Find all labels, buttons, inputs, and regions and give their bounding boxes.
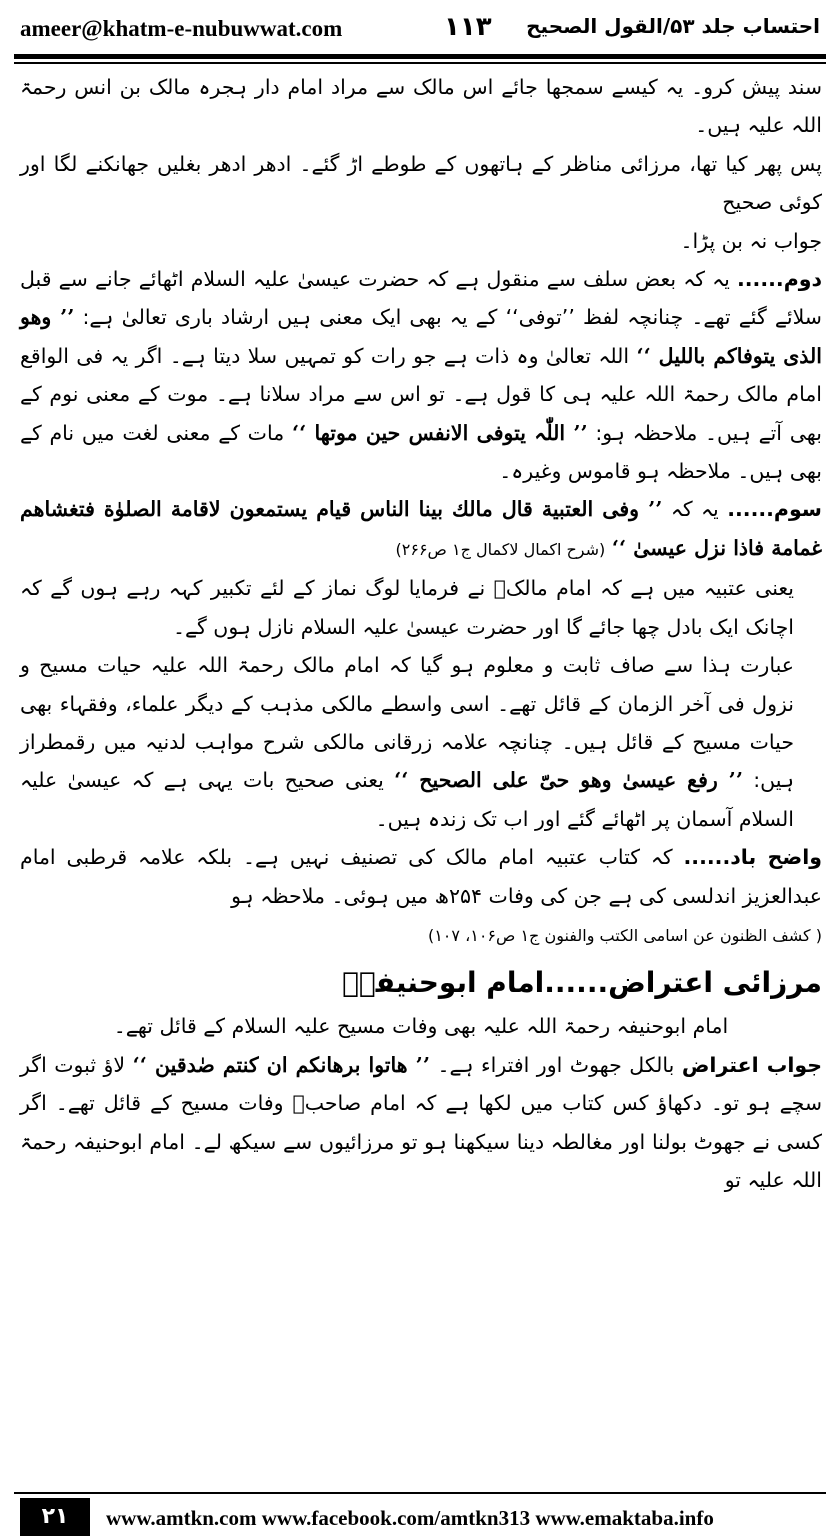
reference-line bbox=[20, 915, 822, 955]
header-rule-thin bbox=[14, 62, 826, 64]
page-body bbox=[20, 68, 822, 1199]
header-rule bbox=[14, 54, 826, 59]
label-third: سوم...... bbox=[727, 497, 822, 522]
reference: (شرح اکمال لاکمال ج۱ ص۲۶۶) bbox=[395, 539, 606, 559]
text-paragraph: عبارت ہذا سے صاف ثابت و معلوم ہو گیا کہ امام مالک رحمۃ اللہ علیہ حیات مسیح و نزول فی آخر الزمان کے قائل تھے۔ اسی واسطے مالکی مذہب کے دیگر علماء، وفقہاء بھی حیات مسیح کے قائل ہیں۔ چنانچہ علامہ زرقانی مالکی شرح مواہب لدنیہ میں رقمطراز ہیں: ’’ رفع عیسیٰ وھو حیّ علی الصحیح ‘‘ یعنی صحیح بات یہی ہے کہ عیسیٰ علیہ السلام آسمان پر اٹھائے گئے اور اب تک زندہ ہیں۔ bbox=[20, 653, 794, 831]
text-line: پس پھر کیا تھا، مرزائی مناظر کے ہاتھوں کے طوطے اڑ گئے۔ ادھر ادھر بغلیں جھانکنے لگا اور کوئی صحیح bbox=[20, 151, 822, 215]
label-answer: جواب اعتراض bbox=[681, 1052, 822, 1077]
label-note: واضح باد...... bbox=[683, 845, 822, 870]
text-line: جواب نہ بن پڑا۔ bbox=[680, 228, 822, 253]
paragraph-third: سوم...... یہ کہ ’’ وفی العتبیة قال مالك بینا الناس قیام یستمعون لاقامة الصلوٰة فتغشاھم غمامة فاذا نزل عیسیٰ ‘‘ (شرح اکمال لاکمال ج۱ ص۲۶۶) bbox=[20, 497, 822, 560]
section-heading: مرزائی اعتراض......امام ابوحنیفہؒ bbox=[342, 966, 822, 1000]
arabic-quote: ’’ وفی العتبیة قال مالك بینا الناس قیام یستمعون لاقامة الصلوٰة فتغشاھم غمامة فاذا نزل عیسیٰ ‘‘ bbox=[20, 497, 822, 560]
arabic-quote: ’’ وهو الذی یتوفاکم باللیل ‘‘ bbox=[20, 305, 822, 368]
footer-urls: www.amtkn.com www.facebook.com/amtkn313 www.emaktaba.info bbox=[106, 1506, 714, 1530]
header-page-number: ١١٣ bbox=[444, 12, 492, 42]
paragraph-note: واضح باد...... کہ کتاب عتبیہ امام مالک کی تصنیف نہیں ہے۔ بلکہ علامہ قرطبی امام عبدالعزیز اندلسی کی ہے جن کی وفات ۲۵۴ھ میں ہوئی۔ ملاحظہ ہو bbox=[20, 845, 822, 908]
arabic-quote: ’’ اللّٰہ یتوفی الانفس حین موتھا ‘‘ bbox=[291, 420, 588, 445]
text-line: سند پیش کرو۔ یہ کیسے سمجھا جائے اس مالک سے مراد امام دار ہجرہ مالک بن انس رحمۃ اللہ علیہ ہیں۔ bbox=[20, 75, 822, 138]
page-footer bbox=[14, 1498, 826, 1538]
paragraph-answer: جواب اعتراض بالکل جھوٹ اور افتراء ہے۔ ’’ ھاتوا برھانکم ان کنتم صٰدقین ‘‘ لاؤ ثبوت اگر سچے ہو تو۔ دکھاؤ کس کتاب میں لکھا ہے کہ امام صاحبؒ وفات مسیح کے قائل تھے۔ اگر کسی نے جھوٹ بولنا اور مغالطہ دینا سیکھنا ہو تو مرزائیوں سے سیکھ لے۔ امام ابوحنیفہ رحمۃ اللہ علیہ تو bbox=[20, 1052, 822, 1192]
footer-rule bbox=[14, 1492, 826, 1494]
arabic-quote: ’’ ھاتوا برھانکم ان کنتم صٰدقین ‘‘ bbox=[132, 1052, 430, 1077]
page-header bbox=[14, 10, 826, 50]
header-email: ameer@khatm-e-nubuwwat.com bbox=[20, 16, 343, 41]
objection-text: امام ابوحنیفہ رحمۃ اللہ علیہ بھی وفات مسیح علیہ السلام کے قائل تھے۔ bbox=[113, 1014, 729, 1039]
arabic-quote: ’’ رفع عیسیٰ وھو حیّ علی الصحیح ‘‘ bbox=[394, 768, 743, 793]
footer-page-badge: ۲۱ bbox=[20, 1498, 90, 1536]
header-book-title: احتساب جلد ۵۳/القول الصحیح bbox=[526, 14, 820, 38]
reference: ( کشف الظنون عن اسامی الکتب والفنون ج۱ ص۱۰۶، ۱۰۷) bbox=[427, 925, 822, 945]
paragraph-second: دوم...... یہ کہ بعض سلف سے منقول ہے کہ حضرت عیسیٰ علیہ السلام اٹھائے جانے سے قبل سلائے گئے تھے۔ چنانچہ لفظ ’’توفی‘‘ کے یہ بھی ایک معنی ہیں ارشاد باری تعالیٰ ہے: ’’ وهو الذی یتوفاکم باللیل ‘‘ اللہ تعالیٰ وہ ذات ہے جو رات کو تمہیں سلا دیتا ہے۔ اگر یہ فی الواقع امام مالک رحمۃ اللہ علیہ ہی کا قول ہے۔ تو اس سے مراد سلانا ہے۔ موت کے معنی نوم کے بھی آتے ہیں۔ ملاحظہ ہو: ’’ اللّٰہ یتوفی الانفس حین موتھا ‘‘ مات کے معنی لغت میں نام کے بھی ہیں۔ ملاحظہ ہو قاموس وغیرہ۔ bbox=[20, 267, 822, 484]
label-second: دوم...... bbox=[736, 267, 822, 292]
text-paragraph: یعنی عتبیہ میں ہے کہ امام مالکؒ نے فرمایا لوگ نماز کے لئے تکبیر کہہ رہے ہوں گے کہ اچانک ایک بادل چھا جائے گا اور حضرت عیسیٰ علیہ السلام نازل ہوں گے۔ bbox=[20, 576, 794, 639]
